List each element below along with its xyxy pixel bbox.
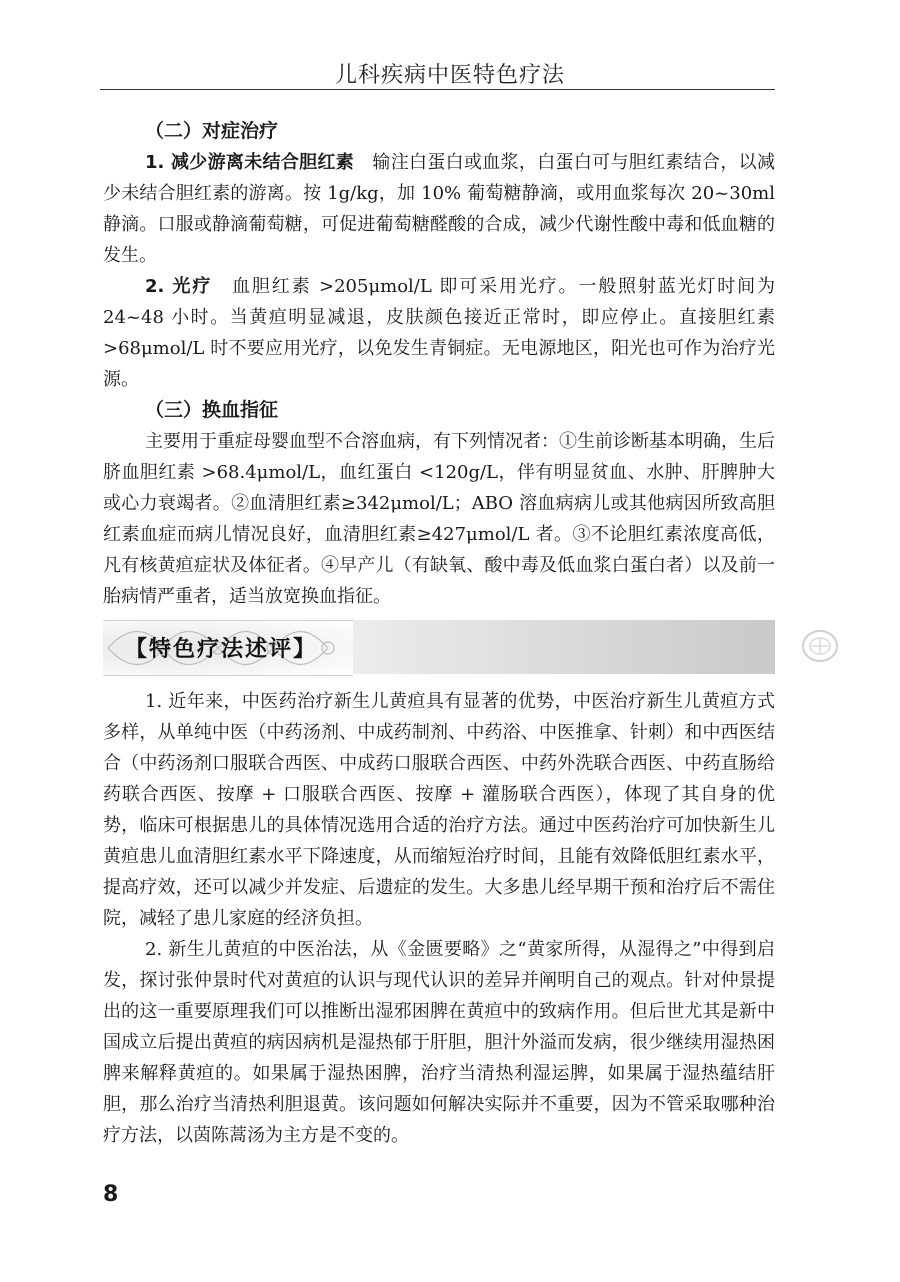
review-section	[103, 686, 775, 1151]
item-text-phototherapy: 血胆红素 >205μmol/L 即可采用光疗。一般照射蓝光灯时间为 24~48 小时。当黄疸明显减退，皮肤颜色接近正常时，即应停止。直接胆红素 >68μmol/L 时不要应用光疗，以免发生青铜症。无电源地区，阳光也可作为治疗光源。	[103, 276, 775, 390]
banner-title: 【特色疗法述评】	[125, 637, 318, 662]
review-paragraph-treatment-theory: 2. 新生儿黄疸的中医治法，从《金匮要略》之“黄家所得，从湿得之”中得到启发，探讨张仲景时代对黄疸的认识与现代认识的差异并阐明自己的观点。针对仲景提出的这一重要原理我们可以推断出湿邪困脾在黄疸中的致病作用。但后世尤其是新中国成立后提出黄疸的病因病机是湿热郁于肝胆，胆汁外溢而发病，很少继续用湿热困脾来解释黄疸的。如果属于湿热困脾，治疗当清热利湿运脾，如果属于湿热蕴结肝胆，那么治疗当清热利胆退黄。该问题如何解决实际并不重要，因为不管采取哪种治疗方法，以茵陈蒿汤为主方是不变的。	[103, 939, 775, 1146]
item-text-reduce-bilirubin: 输注白蛋白或血浆，白蛋白可与胆红素结合，以减少未结合胆红素的游离。按 1g/kg，加 10% 葡萄糖静滴，或用血浆每次 20~30ml 静滴。口服或静滴葡萄糖，可促进葡萄糖醛酸的合成，减少代谢性酸中毒和低血糖的发生。	[103, 152, 775, 266]
paragraph-exchange-transfusion: 主要用于重症母婴血型不合溶血病，有下列情况者：①生前诊断基本明确，生后脐血胆红素 >68.4μmol/L，血红蛋白 <120g/L，伴有明显贫血、水肿、肝脾肿大或心力衰竭者。②血清胆红素≥342μmol/L；ABO 溶血病病儿或其他病因所致高胆红素血症而病儿情况良好，血清胆红素≥427μmol/L 者。③不论胆红素浓度高低，凡有核黄疸症状及体征者。④早产儿（有缺氧、酸中毒及低血浆白蛋白者）以及前一胎病情严重者，适当放宽换血指征。	[103, 431, 775, 607]
book-title: 儿科疾病中医特色疗法	[334, 63, 565, 88]
header-rule	[100, 89, 775, 90]
treatment-section	[103, 116, 775, 612]
section-banner	[103, 620, 775, 674]
item-lead-phototherapy: 2. 光疗	[145, 276, 213, 297]
heading-symptomatic-treatment: （二）对症治疗	[145, 120, 279, 142]
page-number: 8	[103, 1182, 119, 1207]
running-header	[0, 52, 900, 92]
seal-ornament-icon	[800, 628, 840, 664]
review-paragraph-advantages: 1. 近年来，中医药治疗新生儿黄疸具有显著的优势，中医治疗新生儿黄疸方式多样，从单纯中医（中药汤剂、中成药制剂、中药浴、中医推拿、针刺）和中西医结合（中药汤剂口服联合西医、中成药口服联合西医、中药外洗联合西医、中药直肠给药联合西医、按摩 + 口服联合西医、按摩 + 灌肠联合西医），体现了其自身的优势，临床可根据患儿的具体情况选用合适的治疗方法。通过中医药治疗可加快新生儿黄疸患儿血清胆红素水平下降速度，从而缩短治疗时间，且能有效降低胆红素水平，提高疗效，还可以减少并发症、后遗症的发生。大多患儿经早期干预和治疗后不需住院，减轻了患儿家庭的经济负担。	[103, 691, 775, 929]
heading-exchange-transfusion: （三）换血指征	[145, 399, 279, 421]
item-lead-reduce-bilirubin: 1. 减少游离未结合胆红素	[145, 152, 355, 173]
paragraph-reduce-bilirubin	[103, 147, 775, 271]
paragraph-phototherapy	[103, 271, 775, 395]
